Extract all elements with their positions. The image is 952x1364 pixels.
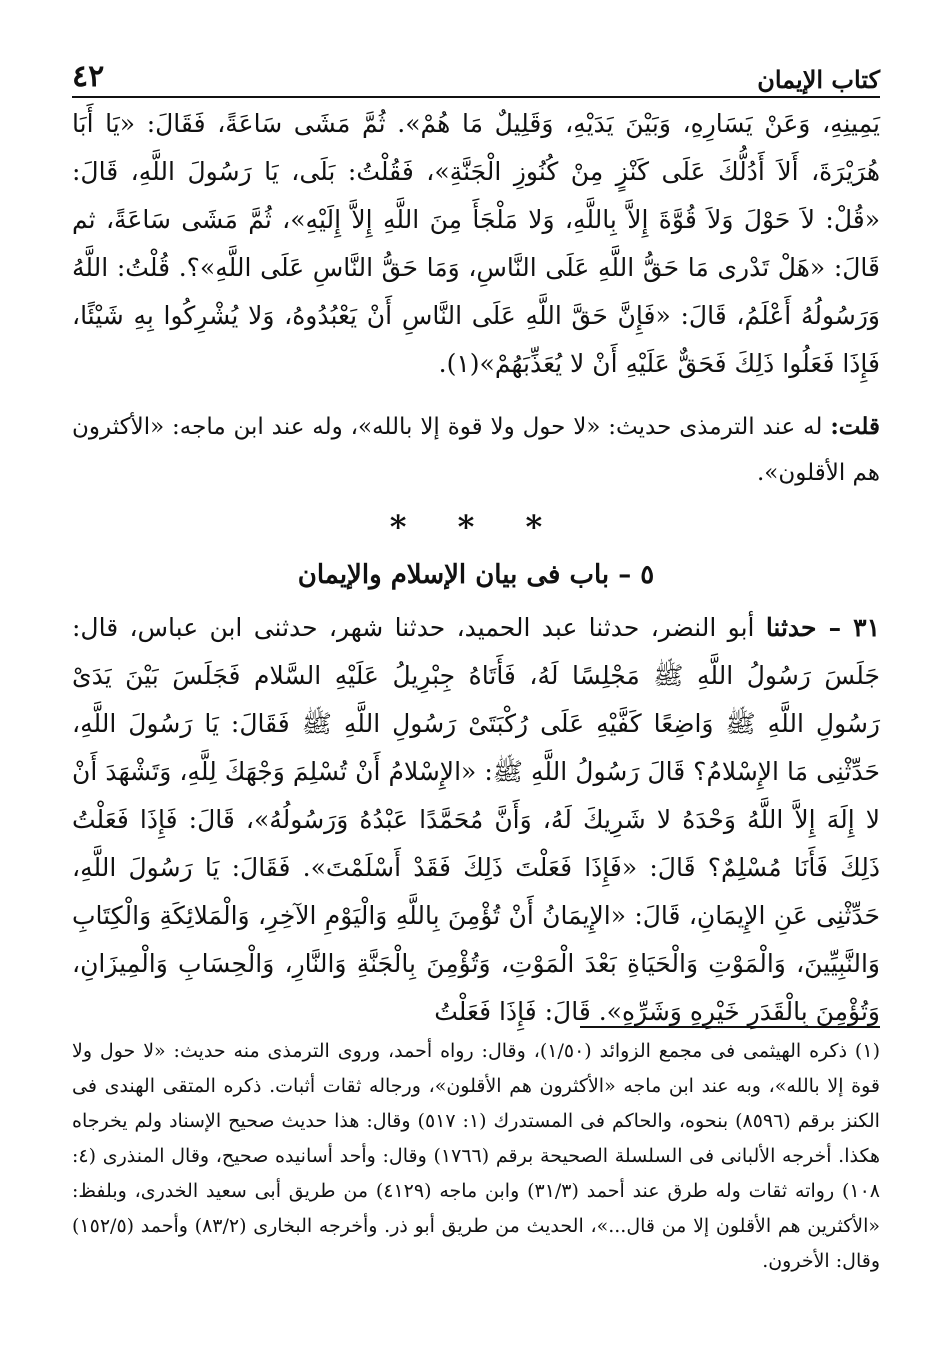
footnote-divider: [580, 1026, 880, 1028]
hadith-number: ٣١ – حدثنا: [765, 613, 881, 642]
hadith-text: أبو النضر، حدثنا عبد الحميد، حدثنا شهر، حدثنى ابن عباس، قال: جَلَسَ رَسُولُ اللَّهِ ﷺ مَجْلِسًا لَهُ، فَأَتَاهُ جِبْرِيلُ عَلَيْهِ السَّلام فَجَلَسَ بَيْنَ يَدَىْ رَسُولِ اللَّهِ ﷺ وَاضِعًا كَفَّيْهِ عَلَى رُكْبَتَىْ رَسُولِ اللَّهِ ﷺ فَقَالَ: يَا رَسُولَ اللَّهِ، حَدِّثْنِى مَا الإِسْلامُ؟ قَالَ رَسُولُ اللَّهِ ﷺ: «الإِسْلامُ أَنْ تُسْلِمَ وَجْهَكَ لِلَّهِ، وَتَشْهَدَ أَنْ لا إِلَهَ إِلاَّ اللَّهُ وَحْدَهُ لا شَرِيكَ لَهُ، وَأَنَّ مُحَمَّدًا عَبْدُهُ وَرَسُولُهُ»، قَالَ: فَإِذَا فَعَلْتُ ذَلِكَ فَأَنَا مُسْلِمٌ؟ قَالَ: «فَإِذَا فَعَلْتَ ذَلِكَ فَقَدْ أَسْلَمْتَ». فَقَالَ: يَا رَسُولَ اللَّهِ، حَدِّثْنِى عَنِ الإِيمَانِ، قَالَ: «الإِيمَانُ أَنْ تُؤْمِنَ بِاللَّهِ وَالْيَوْمِ الآخِرِ، وَالْمَلائِكَةِ وَالْكِتَابِ وَالنَّبِيِّينَ، وَالْمَوْتِ وَالْحَيَاةِ بَعْدَ الْمَوْتِ، وَتُؤْمِنَ بِالْجَنَّةِ وَالنَّارِ، وَالْحِسَابِ وَالْمِيزَانِ، وَتُؤْمِنَ بِالْقَدَرِ خَيْرِهِ وَشَرِّهِ». قَالَ: فَإِذَا فَعَلْتُ: [72, 613, 880, 1026]
hadith-paragraph-continued: يَمِينِهِ، وَعَنْ يَسَارِهِ، وَبَيْنَ يَدَيْهِ، وَقَلِيلٌ مَا هُمْ». ثُمَّ مَشَى سَاعَةً، فَقَالَ: «يَا أَبَا هُرَيْرَةَ، أَلاَ أَدُلُّكَ عَلَى كَنْزٍ مِنْ كُنُوزِ الْجَنَّةِ»، فَقُلْتُ: بَلَى، يَا رَسُولَ اللَّهِ، قَالَ: «قُلْ: لاَ حَوْلَ وَلاَ قُوَّةَ إِلاَّ بِاللَّهِ، وَلا مَلْجَأَ مِنَ اللَّهِ إِلاَّ إِلَيْهِ»، ثُمَّ مَشَى سَاعَةً، ثم قَالَ: «هَلْ تَدْرى مَا حَقُّ اللَّهِ عَلَى النَّاسِ، وَمَا حَقُّ النَّاسِ عَلَى اللَّهِ»؟. قُلْتُ: اللَّهُ وَرَسُولُهُ أَعْلَمُ، قَالَ: «فَإِنَّ حَقَّ اللَّهِ عَلَى النَّاسِ أَنْ يَعْبُدُوهُ، وَلا يُشْرِكُوا بِهِ شَيْئًا، فَإِذَا فَعَلُوا ذَلِكَ فَحَقٌّ عَلَيْهِ أَنْ لا يُعَذِّبَهُمْ»(١).: [72, 109, 880, 378]
commentary-paragraph: [72, 404, 880, 496]
commentary-text: له عند الترمذى حديث: «لا حول ولا قوة إلا بالله»، وله عند ابن ماجه: «الأكثرون هم الأقلون».: [72, 414, 880, 486]
page-number: ٤٢: [72, 59, 105, 94]
commentary-label: قلت:: [830, 413, 880, 440]
footnote: (١) ذكره الهيثمى فى مجمع الزوائد (١/٥٠)، وقال: رواه أحمد، وروى الترمذى منه حديث: «لا حول ولا قوة إلا بالله»، وبه عند ابن ماجه «الأكثرون هم الأقلون»، ورجاله ثقات أثبات. ذكره المتقى الهندى فى الكنز برقم (٨٥٩٦) بنحوه، والحاكم فى المستدرك (١: ٥١٧) وقال: هذا حديث صحيح الإسناد ولم يخرجاه هكذا. أخرجه الألبانى فى السلسلة الصحيحة برقم (١٧٦٦) وقال: وأحد أسانيده صحيح، وقال المنذرى (٤: ١٠٨) رواته ثقات وله طرق عند أحمد (٣١/٣) وابن ماجه (٤١٢٩) من طريق أبى سعيد الخدرى، وبلفظ: «الأكثرين هم الأقلون إلا من قال...»، الحديث من طريق أبو ذر. وأخرجه البخارى (٨٣/٢) وأحمد (١٥٢/٥) وقال: الأخرون.: [72, 1040, 880, 1272]
book-title: كتاب الإيمان: [757, 65, 880, 94]
hadith-paragraph: [72, 604, 880, 1036]
section-separator: * * *: [389, 508, 563, 546]
chapter-title: ٥ – باب فى بيان الإسلام والإيمان: [297, 560, 655, 590]
page-header: [72, 52, 880, 98]
